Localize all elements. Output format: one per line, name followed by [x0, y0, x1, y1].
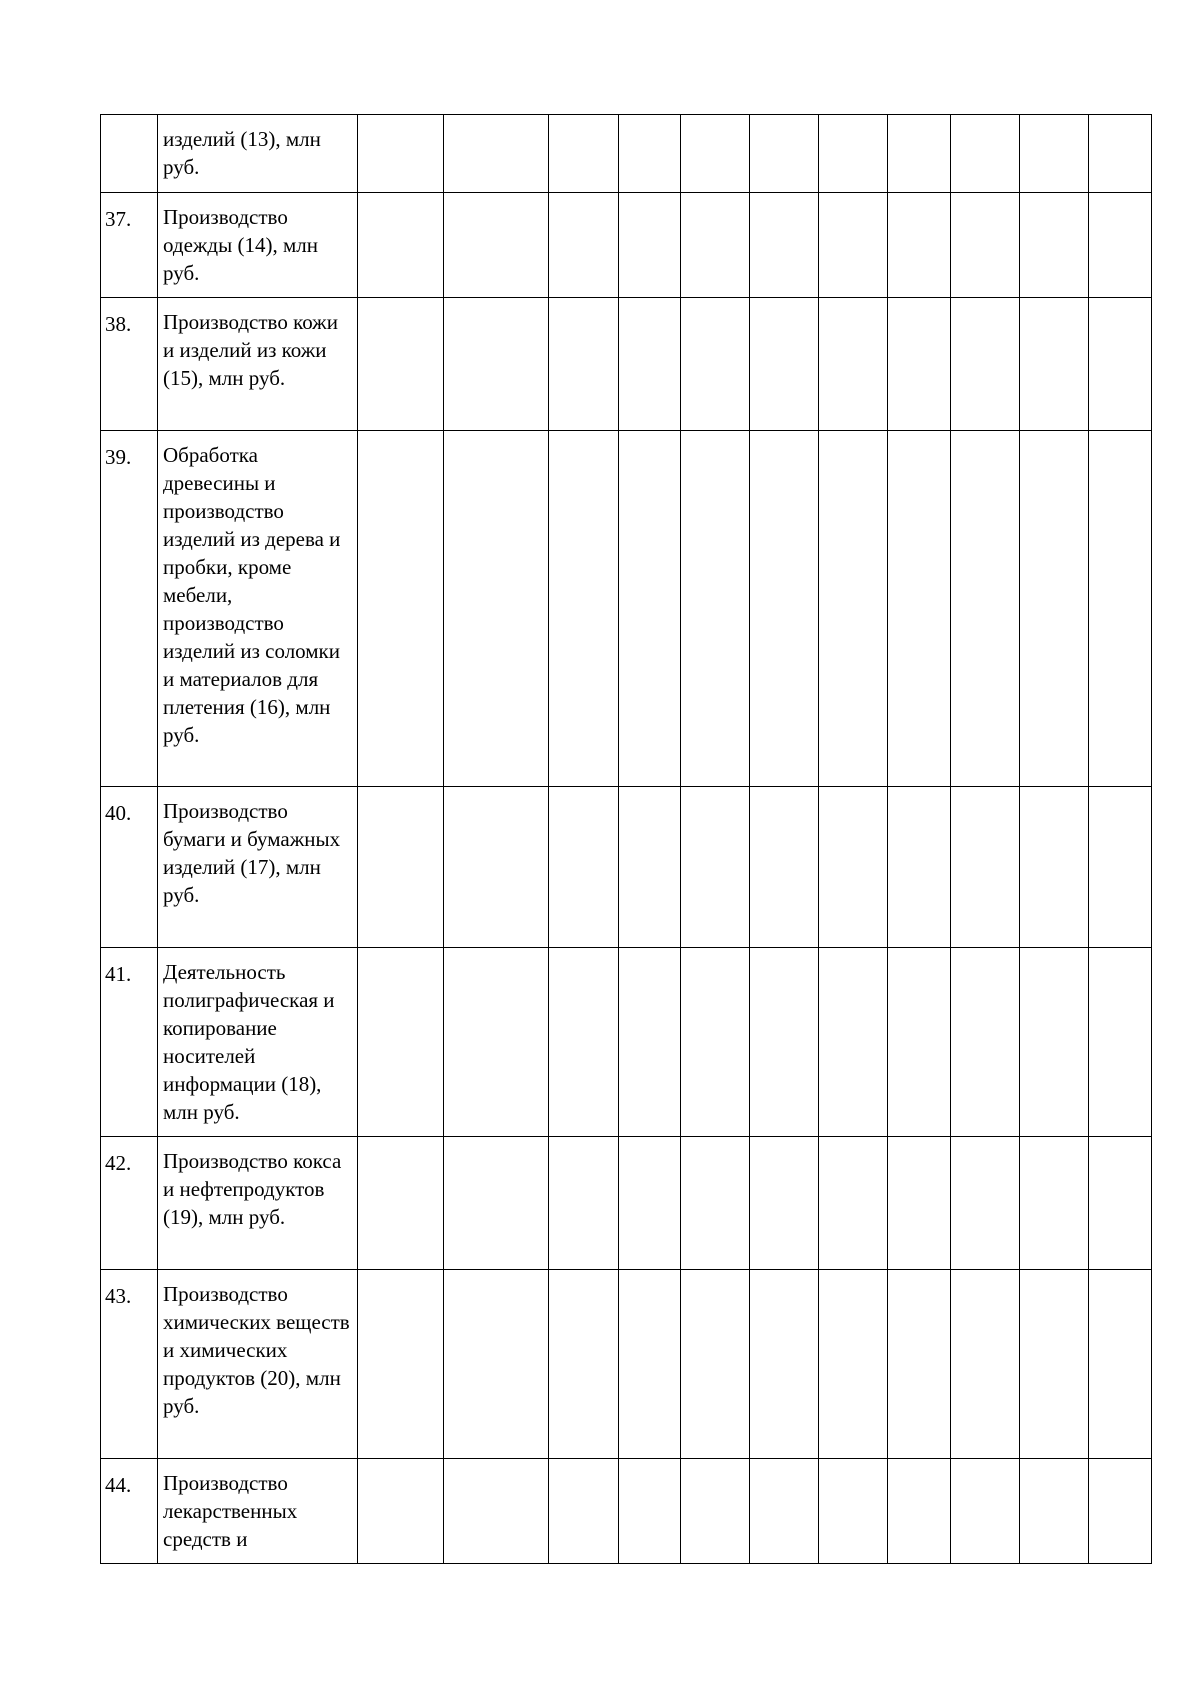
value-cell — [549, 1270, 619, 1459]
value-cell — [358, 298, 444, 431]
value-cell — [951, 1137, 1020, 1270]
value-cell — [358, 948, 444, 1137]
value-cell — [1020, 193, 1089, 298]
value-cell — [681, 431, 750, 787]
value-cell — [750, 1459, 819, 1564]
row-number-cell: 37. — [101, 193, 158, 298]
value-cell — [951, 115, 1020, 193]
value-cell — [951, 1270, 1020, 1459]
value-cell — [888, 193, 951, 298]
row-number-cell: 38. — [101, 298, 158, 431]
value-cell — [750, 787, 819, 948]
value-cell — [444, 787, 549, 948]
value-cell — [1020, 948, 1089, 1137]
value-cell — [1020, 787, 1089, 948]
value-cell — [750, 193, 819, 298]
value-cell — [681, 1137, 750, 1270]
value-cell — [549, 948, 619, 1137]
value-cell — [681, 193, 750, 298]
value-cell — [619, 1270, 681, 1459]
value-cell — [549, 298, 619, 431]
value-cell — [1089, 431, 1152, 787]
value-cell — [888, 948, 951, 1137]
indicator-name-cell: Производство лекарственных средств и — [158, 1459, 358, 1564]
row-number-cell: 43. — [101, 1270, 158, 1459]
value-cell — [358, 1270, 444, 1459]
indicator-name-cell: изделий (13), млн руб. — [158, 115, 358, 193]
value-cell — [444, 1270, 549, 1459]
value-cell — [1089, 948, 1152, 1137]
value-cell — [750, 431, 819, 787]
value-cell — [888, 1137, 951, 1270]
indicator-name-cell: Производство одежды (14), млн руб. — [158, 193, 358, 298]
value-cell — [619, 787, 681, 948]
table-row — [101, 115, 1152, 193]
value-cell — [888, 1270, 951, 1459]
value-cell — [1020, 298, 1089, 431]
value-cell — [358, 115, 444, 193]
value-cell — [1089, 1137, 1152, 1270]
value-cell — [750, 1137, 819, 1270]
value-cell — [951, 193, 1020, 298]
value-cell — [888, 1459, 951, 1564]
value-cell — [888, 431, 951, 787]
table-row — [101, 1459, 1152, 1564]
value-cell — [619, 298, 681, 431]
value-cell — [681, 115, 750, 193]
value-cell — [619, 948, 681, 1137]
value-cell — [750, 115, 819, 193]
table-row — [101, 193, 1152, 298]
value-cell — [549, 193, 619, 298]
table-body — [101, 115, 1152, 1564]
value-cell — [819, 1137, 888, 1270]
value-cell — [1020, 1270, 1089, 1459]
row-number-cell: 40. — [101, 787, 158, 948]
value-cell — [888, 298, 951, 431]
value-cell — [681, 787, 750, 948]
row-number-cell: 39. — [101, 431, 158, 787]
indicator-name-cell: Производство бумаги и бумажных изделий (17), млн руб. — [158, 787, 358, 948]
value-cell — [549, 1459, 619, 1564]
indicator-name-cell: Обработка древесины и производство изделий из дерева и пробки, кроме мебели, производство изделий из соломки и материалов для плетения (16), млн руб. — [158, 431, 358, 787]
value-cell — [681, 1270, 750, 1459]
indicator-name-cell: Производство кокса и нефтепродуктов (19), млн руб. — [158, 1137, 358, 1270]
value-cell — [619, 115, 681, 193]
value-cell — [951, 787, 1020, 948]
value-cell — [819, 431, 888, 787]
value-cell — [681, 948, 750, 1137]
value-cell — [1020, 1137, 1089, 1270]
value-cell — [1089, 298, 1152, 431]
table-row — [101, 431, 1152, 787]
indicator-name-cell: Производство химических веществ и химических продуктов (20), млн руб. — [158, 1270, 358, 1459]
value-cell — [444, 948, 549, 1137]
value-cell — [619, 1137, 681, 1270]
value-cell — [951, 431, 1020, 787]
value-cell — [1089, 1270, 1152, 1459]
row-number-cell: 41. — [101, 948, 158, 1137]
value-cell — [750, 948, 819, 1137]
value-cell — [1089, 787, 1152, 948]
row-number-cell: 42. — [101, 1137, 158, 1270]
value-cell — [819, 1270, 888, 1459]
value-cell — [358, 431, 444, 787]
row-number-cell — [101, 115, 158, 193]
value-cell — [681, 1459, 750, 1564]
value-cell — [819, 298, 888, 431]
value-cell — [888, 787, 951, 948]
value-cell — [444, 193, 549, 298]
value-cell — [358, 787, 444, 948]
value-cell — [1020, 115, 1089, 193]
value-cell — [549, 1137, 619, 1270]
value-cell — [1089, 1459, 1152, 1564]
value-cell — [1020, 1459, 1089, 1564]
value-cell — [619, 431, 681, 787]
value-cell — [444, 115, 549, 193]
value-cell — [819, 193, 888, 298]
row-number-cell: 44. — [101, 1459, 158, 1564]
value-cell — [444, 1459, 549, 1564]
value-cell — [750, 298, 819, 431]
value-cell — [444, 431, 549, 787]
value-cell — [549, 115, 619, 193]
table-row — [101, 948, 1152, 1137]
table-row — [101, 787, 1152, 948]
value-cell — [750, 1270, 819, 1459]
value-cell — [1089, 193, 1152, 298]
value-cell — [444, 1137, 549, 1270]
indicator-name-cell: Производство кожи и изделий из кожи (15), млн руб. — [158, 298, 358, 431]
indicator-name-cell: Деятельность полиграфическая и копирование носителей информации (18), млн руб. — [158, 948, 358, 1137]
value-cell — [888, 115, 951, 193]
value-cell — [358, 1137, 444, 1270]
table-row — [101, 1270, 1152, 1459]
value-cell — [619, 1459, 681, 1564]
value-cell — [681, 298, 750, 431]
value-cell — [1020, 431, 1089, 787]
value-cell — [819, 1459, 888, 1564]
value-cell — [444, 298, 549, 431]
value-cell — [619, 193, 681, 298]
value-cell — [819, 948, 888, 1137]
value-cell — [951, 298, 1020, 431]
value-cell — [358, 1459, 444, 1564]
value-cell — [549, 787, 619, 948]
table-row — [101, 298, 1152, 431]
value-cell — [549, 431, 619, 787]
value-cell — [1089, 115, 1152, 193]
value-cell — [819, 115, 888, 193]
table-row — [101, 1137, 1152, 1270]
value-cell — [951, 1459, 1020, 1564]
value-cell — [819, 787, 888, 948]
value-cell — [358, 193, 444, 298]
value-cell — [951, 948, 1020, 1137]
indicators-table — [100, 114, 1152, 1564]
